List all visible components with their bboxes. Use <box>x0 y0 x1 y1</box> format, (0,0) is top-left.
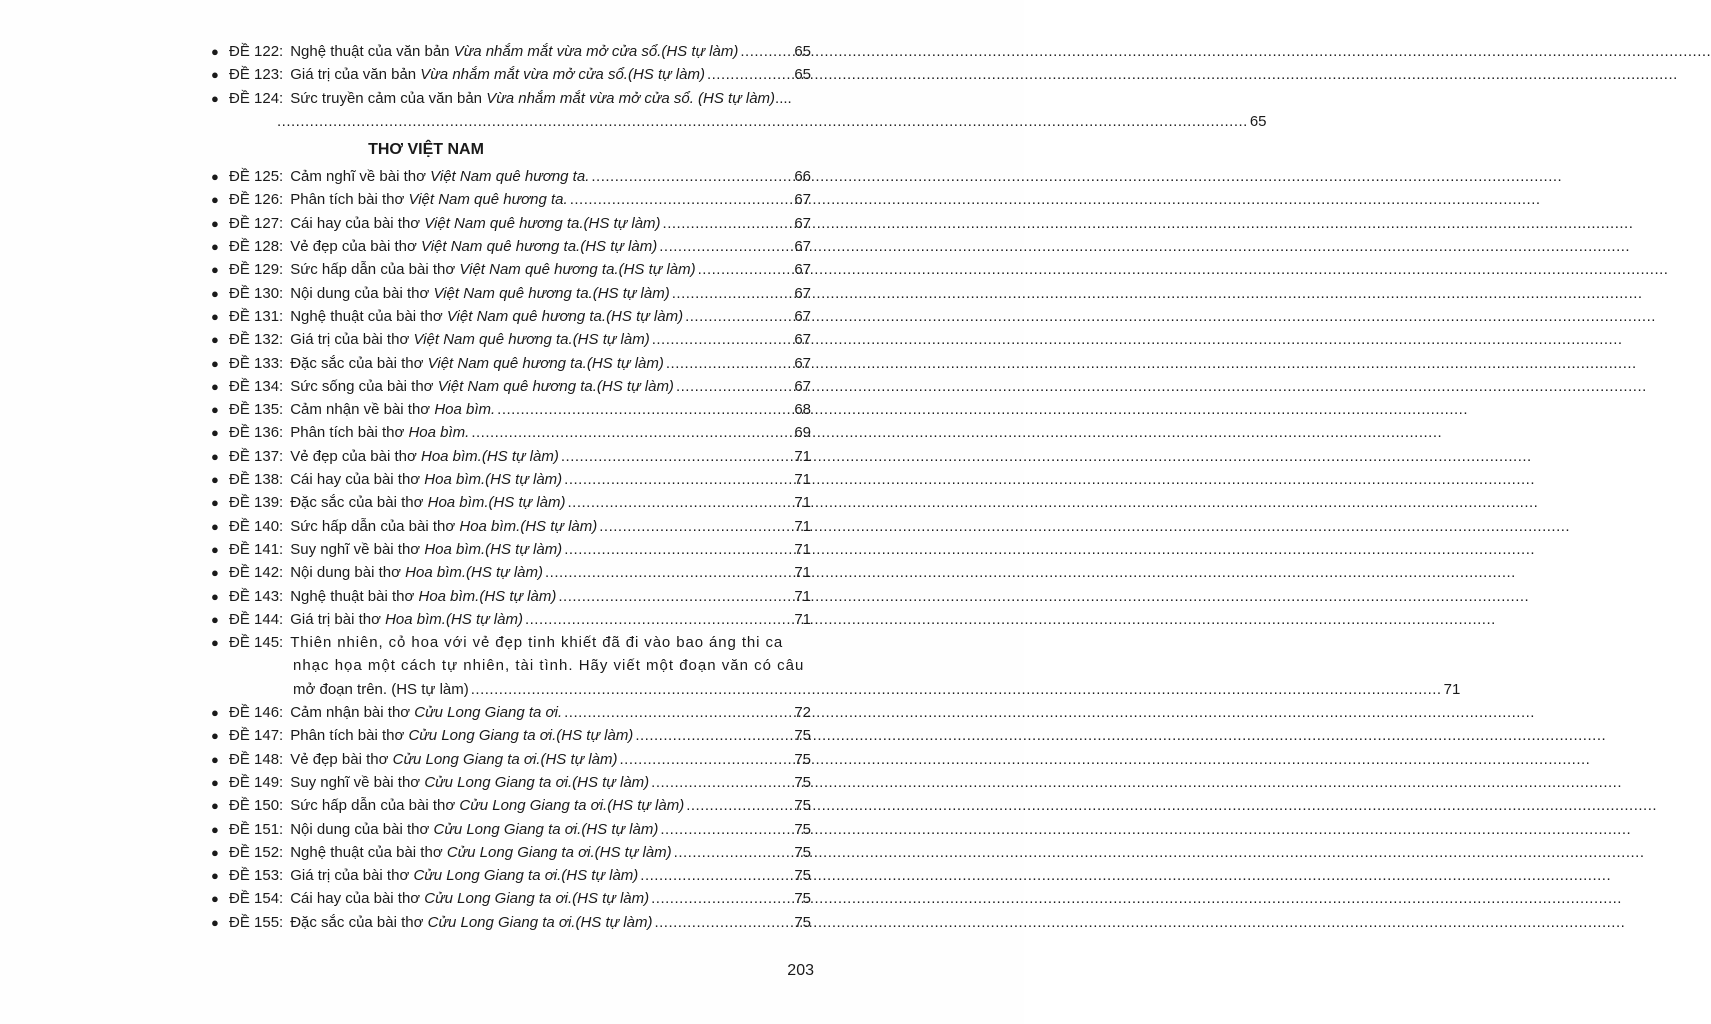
entry-code: ĐỀ 132 <box>229 331 280 349</box>
toc-entry: ● ĐỀ 152 : Nghệ thuật của bài thơ Cửu Long Giang ta ơi.(HS tự làm) ..... 75 <box>211 841 811 864</box>
dot-leader <box>651 887 791 910</box>
toc-entry: ● ĐỀ 142 : Nội dung bài thơ Hoa bìm.(HS tự làm) ..... 71 <box>211 561 811 584</box>
toc-entry-145: ● ĐỀ 145 : Thiên nhiên, cỏ hoa với vẻ đẹp tinh khiết đã đi vào bao áng thi ca nhạc họa một cách tự nhiên, tài tình. Hãy viết một đoạn văn có câu mở đoạn trên. (HS tự làm) ..... 71 <box>211 631 811 701</box>
bullet-icon: ● <box>211 541 219 557</box>
bullet-icon: ● <box>211 705 219 721</box>
bullet-icon: ● <box>211 472 219 488</box>
entry-title: Suy nghĩ về bài thơ Cửu Long Giang ta ơi.(HS tự làm) <box>290 773 650 791</box>
bullet-icon: ● <box>211 751 219 767</box>
entry-title: Nghệ thuật bài thơ Hoa bìm.(HS tự làm) <box>290 587 557 605</box>
entry-code: ĐỀ 141 <box>229 540 280 558</box>
bullet-icon: ● <box>211 868 219 884</box>
entry-title: Nghệ thuật của bài thơ Cửu Long Giang ta ơi.(HS tự làm) <box>290 843 672 861</box>
entry-title: Cảm nhận bài thơ Cửu Long Giang ta ơi. <box>290 704 563 722</box>
entry-code: ĐỀ 153 <box>229 867 280 885</box>
entry-page: 67 <box>794 284 811 302</box>
bullet-icon: ● <box>211 262 219 278</box>
entry-title: Nghệ thuật của văn bản Vừa nhắm mắt vừa mở cửa sổ.(HS tự làm) <box>290 43 739 60</box>
section-title: THƠ VIỆT NAM <box>368 141 484 159</box>
bullet-icon: ● <box>211 821 219 837</box>
entry-title: Giá trị của bài thơ Cửu Long Giang ta ơi.(HS tự làm) <box>290 867 639 885</box>
toc-entry: ● ĐỀ 140 : Sức hấp dẫn của bài thơ Hoa bìm.(HS tự làm) ..... 71 <box>211 515 811 538</box>
bullet-icon: ● <box>211 774 219 790</box>
toc-entry: ● ĐỀ 148 : Vẻ đẹp bài thơ Cửu Long Giang ta ơi.(HS tự làm) ..... 75 <box>211 748 811 771</box>
entry-code: ĐỀ 130 <box>229 284 280 302</box>
entry-page: 75 <box>794 867 811 885</box>
dot-leader <box>666 352 791 375</box>
entry-code: ĐỀ 152 <box>229 843 280 861</box>
entry-page: 72 <box>794 704 811 722</box>
toc-entry: ● ĐỀ 137 : Vẻ đẹp của bài thơ Hoa bìm.(HS tự làm) ..... 71 <box>211 445 811 468</box>
dot-leader <box>707 63 791 86</box>
dot-leader <box>568 491 792 514</box>
entry-page: 67 <box>794 377 811 395</box>
entry-code: ĐỀ 155 <box>229 913 280 931</box>
bullet-icon: ● <box>211 728 219 744</box>
entry-text-line-2: nhạc họa một cách tự nhiên, tài tình. Hãy viết một đoạn văn có câu <box>293 657 805 675</box>
entry-title: Cảm nhận về bài thơ Hoa bìm. <box>290 401 496 419</box>
entry-code: ĐỀ 122 <box>229 43 280 60</box>
toc-entry: ● ĐỀ 131 : Nghệ thuật của bài thơ Việt Nam quê hương ta.(HS tự làm) ..... 67 <box>211 305 811 328</box>
toc-entry: ● ĐỀ 125 : Cảm nghĩ về bài thơ Việt Nam quê hương ta. ..... 66 <box>211 165 811 188</box>
entry-title: Giá trị của văn bản Vừa nhắm mắt vừa mở cửa sổ.(HS tự làm) <box>290 66 705 84</box>
entry-page: 66 <box>794 168 811 186</box>
entry-code: ĐỀ 151 <box>229 820 280 838</box>
toc-entry: ● ĐỀ 151 : Nội dung của bài thơ Cửu Long Giang ta ơi.(HS tự làm) ..... 75 <box>211 818 811 841</box>
entry-title: Sức hấp dẫn của bài thơ Cửu Long Giang ta ơi.(HS tự làm) <box>290 797 685 815</box>
bullet-icon: ● <box>211 285 219 301</box>
entry-page: 69 <box>794 424 811 442</box>
dot-leader <box>674 841 791 864</box>
dot-leader <box>471 421 791 444</box>
dot-leader <box>497 398 791 421</box>
bullet-icon: ● <box>211 378 219 394</box>
entry-text-line-3: mở đoạn trên. (HS tự làm) <box>293 680 469 698</box>
entry-code: ĐỀ 126 <box>229 191 280 209</box>
entry-text-line-1: Thiên nhiên, cỏ hoa với vẻ đẹp tinh khiết đã đi vào bao áng thi ca <box>290 634 784 652</box>
toc-entry: ● ĐỀ 144 : Giá trị bài thơ Hoa bìm.(HS tự làm) ..... 71 <box>211 608 811 631</box>
entry-page: 71 <box>1443 680 1461 698</box>
entry-page: 65 <box>1249 112 1267 130</box>
entry-title: Cảm nghĩ về bài thơ Việt Nam quê hương ta. <box>290 168 590 186</box>
entry-title: Đặc sắc của bài thơ Cửu Long Giang ta ơi.(HS tự làm) <box>290 913 653 931</box>
entry-page: 71 <box>794 471 811 489</box>
dot-leader <box>277 110 1248 133</box>
toc-entry: ● ĐỀ 155 : Đặc sắc của bài thơ Cửu Long Giang ta ơi.(HS tự làm) ..... 75 <box>211 911 811 934</box>
entry-title: Nghệ thuật của bài thơ Việt Nam quê hương ta.(HS tự làm) <box>290 307 684 325</box>
toc-group-top <box>211 40 811 87</box>
entry-page: 71 <box>794 564 811 582</box>
entry-title: Cái hay của bài thơ Cửu Long Giang ta ơi.(HS tự làm) <box>290 890 650 908</box>
dot-leader <box>663 212 791 235</box>
dot-leader <box>686 794 791 817</box>
dot-leader <box>698 258 791 281</box>
bullet-icon: ● <box>211 67 219 83</box>
entry-code: ĐỀ 147 <box>229 727 280 745</box>
bullet-icon: ● <box>211 914 219 930</box>
entry-page: 71 <box>794 447 811 465</box>
entry-page: 75 <box>794 913 811 931</box>
entry-code: ĐỀ 137 <box>229 447 280 465</box>
toc-entry: ● ĐỀ 153 : Giá trị của bài thơ Cửu Long Giang ta ơi.(HS tự làm) ..... 75 <box>211 864 811 887</box>
bullet-icon: ● <box>211 588 219 604</box>
bullet-icon: ● <box>211 308 219 324</box>
dot-leader <box>672 282 791 305</box>
entry-code: ĐỀ 139 <box>229 494 280 512</box>
entry-page: 75 <box>794 797 811 815</box>
toc-entry: ● ĐỀ 136 : Phân tích bài thơ Hoa bìm. ..... 69 <box>211 421 811 444</box>
entry-page: 67 <box>794 307 811 325</box>
entry-code: ĐỀ 138 <box>229 471 280 489</box>
dot-leader <box>599 515 791 538</box>
entry-title: Phân tích bài thơ Hoa bìm. <box>290 424 470 442</box>
entry-title: Suy nghĩ về bài thơ Hoa bìm.(HS tự làm) <box>290 540 563 558</box>
dot-leader <box>740 40 791 63</box>
bullet-icon: ● <box>211 44 219 59</box>
bullet-icon: ● <box>211 192 219 208</box>
entry-title: Vẻ đẹp bài thơ Cửu Long Giang ta ơi.(HS tự làm) <box>290 750 618 768</box>
entry-code: ĐỀ 135 <box>229 401 280 419</box>
entry-code: ĐỀ 127 <box>229 214 280 232</box>
dot-leader <box>640 864 791 887</box>
bullet-icon: ● <box>211 495 219 511</box>
toc-entry: ● ĐỀ 134 : Sức sống của bài thơ Việt Nam quê hương ta.(HS tự làm) ..... 67 <box>211 375 811 398</box>
entry-page: 75 <box>794 843 811 861</box>
toc-entry: ● ĐỀ 127 : Cái hay của bài thơ Việt Nam quê hương ta.(HS tự làm) ..... 67 <box>211 212 811 235</box>
toc-entry-124: ● ĐỀ 124 : Sức truyền cảm của văn bản Vừa nhắm mắt vừa mở cửa sổ. (HS tự làm).... <box>211 87 811 110</box>
toc-entry: ● ĐỀ 139 : Đặc sắc của bài thơ Hoa bìm.(HS tự làm) ..... 71 <box>211 491 811 514</box>
dot-leader <box>685 305 791 328</box>
toc-entry: ● ĐỀ 149 : Suy nghĩ về bài thơ Cửu Long Giang ta ơi.(HS tự làm) ..... 75 <box>211 771 811 794</box>
toc-entry: ● ĐỀ 150 : Sức hấp dẫn của bài thơ Cửu Long Giang ta ơi.(HS tự làm) ..... 75 <box>211 794 811 817</box>
entry-code: ĐỀ 143 <box>229 587 280 605</box>
page-number: 203 <box>787 962 814 979</box>
entry-page: 75 <box>794 890 811 908</box>
toc-entry: ● ĐỀ 147 : Phân tích bài thơ Cửu Long Giang ta ơi.(HS tự làm) ..... 75 <box>211 724 811 747</box>
toc-entry: ● ĐỀ 123 : Giá trị của văn bản Vừa nhắm mắt vừa mở cửa sổ.(HS tự làm) ..... 65 <box>211 63 811 86</box>
bullet-icon: ● <box>211 844 219 860</box>
entry-code: ĐỀ 142 <box>229 564 280 582</box>
entry-code: ĐỀ 145 <box>229 634 280 652</box>
entry-page: 65 <box>794 66 811 84</box>
entry-title: Nội dung của bài thơ Cửu Long Giang ta ơi.(HS tự làm) <box>290 820 659 838</box>
dot-leader <box>564 701 791 724</box>
dot-leader <box>561 445 791 468</box>
dot-leader <box>676 375 791 398</box>
bullet-icon: ● <box>211 891 219 907</box>
dot-leader <box>570 188 791 211</box>
toc-entry: ● ĐỀ 126 : Phân tích bài thơ Việt Nam quê hương ta. ..... 67 <box>211 188 811 211</box>
entry-page: 71 <box>794 494 811 512</box>
entry-code: ĐỀ 123 <box>229 66 280 84</box>
entry-title: Nội dung bài thơ Hoa bìm.(HS tự làm) <box>290 564 544 582</box>
toc-entry: ● ĐỀ 128 : Vẻ đẹp của bài thơ Việt Nam quê hương ta.(HS tự làm) ..... 67 <box>211 235 811 258</box>
entry-title: Đặc sắc của bài thơ Hoa bìm.(HS tự làm) <box>290 494 566 512</box>
bullet-icon: ● <box>211 518 219 534</box>
entry-title: Vẻ đẹp của bài thơ Hoa bìm.(HS tự làm) <box>290 447 559 465</box>
entry-code: ĐỀ 124 <box>229 89 280 107</box>
toc-entry: ● ĐỀ 138 : Cái hay của bài thơ Hoa bìm.(HS tự làm) ..... 71 <box>211 468 811 491</box>
dot-leader <box>651 771 791 794</box>
entry-page: 67 <box>794 354 811 372</box>
entry-page: 71 <box>794 587 811 605</box>
bullet-icon: ● <box>211 448 219 464</box>
toc-entry-124-continuation <box>211 110 1267 133</box>
entry-code: ĐỀ 146 <box>229 704 280 722</box>
dot-leader <box>591 165 791 188</box>
dot-leader <box>471 678 1442 701</box>
dot-leader <box>545 561 791 584</box>
toc-entry: ● ĐỀ 141 : Suy nghĩ về bài thơ Hoa bìm.(HS tự làm) ..... 71 <box>211 538 811 561</box>
entry-title: Sức hấp dẫn của bài thơ Hoa bìm.(HS tự làm) <box>290 517 598 535</box>
entry-title: Đặc sắc của bài thơ Việt Nam quê hương ta.(HS tự làm) <box>290 354 664 372</box>
entry-title: Phân tích bài thơ Việt Nam quê hương ta. <box>290 191 568 209</box>
toc-entry: ● ĐỀ 130 : Nội dung của bài thơ Việt Nam quê hương ta.(HS tự làm) ..... 67 <box>211 282 811 305</box>
toc-entry: ● ĐỀ 122 : Nghệ thuật của văn bản Vừa nhắm mắt vừa mở cửa sổ.(HS tự làm) ..... 65 <box>211 40 811 63</box>
entry-code: ĐỀ 129 <box>229 261 280 279</box>
dot-leader <box>635 724 791 747</box>
entry-page: 75 <box>794 820 811 838</box>
entry-page: 67 <box>794 331 811 349</box>
dot-leader <box>659 235 791 258</box>
entry-code: ĐỀ 154 <box>229 890 280 908</box>
entry-code: ĐỀ 136 <box>229 424 280 442</box>
entry-title: Sức truyền cảm của văn bản Vừa nhắm mắt vừa mở cửa sổ. (HS tự làm).... <box>290 89 792 107</box>
bullet-icon: ● <box>211 332 219 348</box>
entry-code: ĐỀ 144 <box>229 610 280 628</box>
bullet-icon: ● <box>211 169 219 185</box>
bullet-icon: ● <box>211 402 219 418</box>
toc-entry: ● ĐỀ 146 : Cảm nhận bài thơ Cửu Long Giang ta ơi. ..... 72 <box>211 701 811 724</box>
entry-code: ĐỀ 125 <box>229 168 280 186</box>
entry-code: ĐỀ 150 <box>229 797 280 815</box>
dot-leader <box>564 538 791 561</box>
toc-entry: ● ĐỀ 133 : Đặc sắc của bài thơ Việt Nam quê hương ta.(HS tự làm) ..... 67 <box>211 352 811 375</box>
dot-leader <box>654 911 791 934</box>
toc-entry: ● ĐỀ 135 : Cảm nhận về bài thơ Hoa bìm. ..... 68 <box>211 398 811 421</box>
entry-code: ĐỀ 134 <box>229 377 280 395</box>
entry-page: 68 <box>794 401 811 419</box>
entry-code: ĐỀ 140 <box>229 517 280 535</box>
entry-title: Sức hấp dẫn của bài thơ Việt Nam quê hương ta.(HS tự làm) <box>290 261 696 279</box>
entry-code: ĐỀ 128 <box>229 238 280 256</box>
entry-page: 71 <box>794 517 811 535</box>
dot-leader <box>660 818 791 841</box>
entry-title: Vẻ đẹp của bài thơ Việt Nam quê hương ta.(HS tự làm) <box>290 238 658 256</box>
entry-code: ĐỀ 131 <box>229 307 280 325</box>
toc-group-bottom <box>211 701 811 934</box>
bullet-icon: ● <box>211 635 219 651</box>
entry-page: 65 <box>794 43 811 60</box>
bullet-icon: ● <box>211 798 219 814</box>
entry-page: 67 <box>794 261 811 279</box>
dot-leader <box>619 748 791 771</box>
dot-leader <box>564 468 791 491</box>
dot-leader <box>525 608 791 631</box>
entry-page: 71 <box>794 540 811 558</box>
entry-page: 75 <box>794 750 811 768</box>
entry-page: 75 <box>794 773 811 791</box>
toc-entry: ● ĐỀ 132 : Giá trị của bài thơ Việt Nam quê hương ta.(HS tự làm) ..... 67 <box>211 328 811 351</box>
entry-title: Sức sống của bài thơ Việt Nam quê hương ta.(HS tự làm) <box>290 377 674 395</box>
bullet-icon: ● <box>211 565 219 581</box>
entry-title: Nội dung của bài thơ Việt Nam quê hương ta.(HS tự làm) <box>290 284 670 302</box>
entry-page: 67 <box>794 191 811 209</box>
entry-code: ĐỀ 149 <box>229 773 280 791</box>
bullet-icon: ● <box>211 611 219 627</box>
entry-title: Cái hay của bài thơ Hoa bìm.(HS tự làm) <box>290 471 563 489</box>
bullet-icon: ● <box>211 215 219 231</box>
entry-code: ĐỀ 148 <box>229 750 280 768</box>
toc-entry: ● ĐỀ 129 : Sức hấp dẫn của bài thơ Việt Nam quê hương ta.(HS tự làm) ..... 67 <box>211 258 811 281</box>
entry-title: Giá trị bài thơ Hoa bìm.(HS tự làm) <box>290 610 523 628</box>
toc-group-mid <box>211 165 811 631</box>
bullet-icon: ● <box>211 425 219 441</box>
entry-code: ĐỀ 133 <box>229 354 280 372</box>
entry-page: 71 <box>794 610 811 628</box>
entry-title: Cái hay của bài thơ Việt Nam quê hương ta.(HS tự làm) <box>290 214 661 232</box>
bullet-icon: ● <box>211 239 219 255</box>
entry-page: 67 <box>794 214 811 232</box>
entry-title: Phân tích bài thơ Cửu Long Giang ta ơi.(HS tự làm) <box>290 727 634 745</box>
entry-title: Giá trị của bài thơ Việt Nam quê hương ta.(HS tự làm) <box>290 331 650 349</box>
dot-leader <box>558 585 791 608</box>
table-of-contents <box>211 40 1461 934</box>
dot-leader <box>652 328 791 351</box>
toc-entry: ● ĐỀ 154 : Cái hay của bài thơ Cửu Long Giang ta ơi.(HS tự làm) ..... 75 <box>211 887 811 910</box>
bullet-icon: ● <box>211 355 219 371</box>
bullet-icon: ● <box>211 90 219 106</box>
entry-page: 67 <box>794 238 811 256</box>
toc-entry: ● ĐỀ 143 : Nghệ thuật bài thơ Hoa bìm.(HS tự làm) ..... 71 <box>211 585 811 608</box>
entry-page: 75 <box>794 727 811 745</box>
